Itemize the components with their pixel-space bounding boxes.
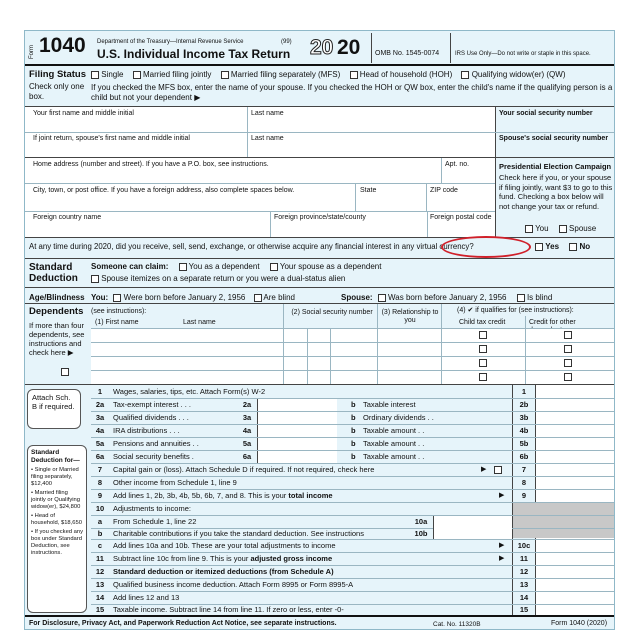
- checkbox-married-separately[interactable]: [221, 71, 229, 79]
- form-number: 1040: [39, 34, 86, 57]
- line-5a-input[interactable]: [257, 438, 337, 450]
- line-7-arrow-icon: ▶: [481, 466, 487, 473]
- dependents-col-last: Last name: [183, 319, 216, 326]
- line-12-box: 12: [519, 567, 529, 576]
- dependents-side-note: If more than four dependents, see instructions and check here ▶: [29, 321, 85, 357]
- checkbox-dep1-child[interactable]: [479, 331, 487, 339]
- virtual-currency-answers: Yes No: [535, 242, 590, 252]
- line-7-text: Capital gain or (loss). Attach Schedule D if required. If not required, check here: [113, 465, 375, 474]
- checkbox-spouse-born-before[interactable]: [378, 294, 386, 302]
- line-3a-number: 3a: [95, 413, 105, 422]
- line-10b-box: 10b: [414, 529, 428, 538]
- line-5a-box: 5a: [242, 439, 252, 448]
- someone-can-claim: Someone can claim: You as a dependent Your spouse as a dependent: [91, 262, 382, 271]
- checkbox-married-jointly[interactable]: [133, 71, 141, 79]
- checkbox-line-7[interactable]: [494, 466, 502, 474]
- foreign-province-label: Foreign province/state/county: [274, 214, 366, 221]
- line-2b-letter: b: [351, 400, 356, 409]
- line-15-text: Taxable income. Subtract line 14 from line 11. If zero or less, enter -0-: [113, 605, 344, 614]
- line-4b-text: Taxable amount . .: [363, 426, 425, 435]
- line-8-number: 8: [97, 478, 103, 487]
- line-14-text: Add lines 12 and 13: [113, 593, 180, 602]
- line-3b-letter: b: [351, 413, 356, 422]
- line-7-number: 7: [97, 465, 103, 474]
- home-address-label: Home address (number and street). If you have a P.O. box, see instructions.: [33, 161, 269, 168]
- line-4a-text: IRA distributions . . .: [113, 426, 180, 435]
- line-9-arrow-icon: ▶: [499, 492, 505, 499]
- line-10a-input[interactable]: [433, 516, 512, 528]
- line-2a-text: Tax-exempt interest . . .: [113, 400, 191, 409]
- line-5b-text: Taxable amount . .: [363, 439, 425, 448]
- checkbox-spouse-blind[interactable]: [517, 294, 525, 302]
- line-2a-number: 2a: [95, 400, 105, 409]
- line-10-text: Adjustments to income:: [113, 504, 191, 513]
- line-10b-letter: b: [97, 529, 103, 538]
- dependents-see: (see instructions):: [91, 308, 147, 315]
- line-13-box: 13: [519, 580, 529, 589]
- line-11-arrow-icon: ▶: [499, 555, 505, 562]
- line-10c-box: 10c: [517, 541, 531, 550]
- line-6a-text: Social security benefits .: [113, 452, 194, 461]
- election-text: Check here if you, or your spouse if filing jointly, want $3 to go to this fund. Checking a box below will not change your tax or refund.: [499, 173, 613, 211]
- filing-status-title: Filing Status: [29, 69, 86, 80]
- line-4a-number: 4a: [95, 426, 105, 435]
- line-15-box: 15: [519, 605, 529, 614]
- amount-column[interactable]: [536, 385, 615, 615]
- checkbox-dep2-other[interactable]: [564, 345, 572, 353]
- line-3a-text: Qualified dividends . . .: [113, 413, 189, 422]
- checkbox-vc-no[interactable]: [569, 243, 577, 251]
- dependents-col-relationship: (3) Relationship to you: [381, 309, 439, 324]
- line-14-box: 14: [519, 593, 529, 602]
- line-14-number: 14: [95, 593, 105, 602]
- checkbox-you-blind[interactable]: [254, 294, 262, 302]
- checkbox-spouse-dependent[interactable]: [270, 263, 278, 271]
- dependents-col-first: (1) First name: [95, 319, 139, 326]
- line-4b-box: 4b: [519, 426, 529, 435]
- line-6b-text: Taxable amount . .: [363, 452, 425, 461]
- age-blindness-spouse: Spouse: Was born before January 2, 1956 Is blind: [341, 293, 553, 302]
- dependents-col-qualifies: (4) ✔ if qualifies for (see instructions):: [457, 307, 574, 314]
- dependents-col-ssn: (2) Social security number: [291, 309, 373, 316]
- line-5b-box: 5b: [519, 439, 529, 448]
- zip-label: ZIP code: [430, 187, 458, 194]
- election-title: Presidential Election Campaign: [499, 162, 612, 171]
- filing-status-instruction: If you checked the MFS box, enter the name of your spouse. If you checked the HOH or QW box, enter the child's name if the qualifying person is a child but not your dependent ▶: [91, 83, 613, 102]
- checkbox-dep4-child[interactable]: [479, 373, 487, 381]
- line-7-box: 7: [521, 465, 527, 474]
- line-5a-text: Pensions and annuities . .: [113, 439, 199, 448]
- checkbox-dep3-other[interactable]: [564, 359, 572, 367]
- dependents-col-other-credit: Credit for other: [529, 319, 576, 326]
- filing-status-subtitle: Check only one box.: [29, 82, 85, 101]
- dependents-col-child-credit: Child tax credit: [459, 319, 506, 326]
- year-outline: 20: [310, 36, 334, 59]
- line-11-number: 11: [96, 554, 104, 563]
- form-title: U.S. Individual Income Tax Return: [97, 47, 291, 61]
- first-name-label: Your first name and middle initial: [33, 110, 134, 117]
- checkbox-dep4-other[interactable]: [564, 373, 572, 381]
- line-10b-input[interactable]: [433, 528, 512, 539]
- agency-code: (99): [281, 39, 292, 45]
- line-1-box: 1: [521, 387, 527, 396]
- checkbox-spouse-itemizes[interactable]: [91, 275, 99, 283]
- year-bold: 20: [337, 36, 361, 59]
- spouse-first-name-label: If joint return, spouse's first name and middle initial: [33, 135, 190, 142]
- checkbox-more-dependents[interactable]: [61, 368, 69, 376]
- line-1-text: Wages, salaries, tips, etc. Attach Form(s) W-2: [113, 387, 266, 396]
- agency: Department of the Treasury—Internal Revenue Service: [97, 39, 244, 45]
- line-4b-letter: b: [351, 426, 356, 435]
- state-label: State: [360, 187, 377, 194]
- line-2a-input[interactable]: [257, 399, 337, 411]
- line-2b-text: Taxable interest: [363, 400, 416, 409]
- line-10c-letter: c: [97, 541, 103, 550]
- checkbox-vc-yes[interactable]: [535, 243, 543, 251]
- apt-label: Apt. no.: [445, 161, 470, 168]
- attach-schedule-b-note: Attach Sch. B if required.: [27, 389, 81, 429]
- line-8-text: Other income from Schedule 1, line 9: [113, 478, 237, 487]
- line-10c-text: Add lines 10a and 10b. These are your total adjustments to income: [113, 541, 336, 550]
- election-boxes: You Spouse: [525, 224, 596, 234]
- line-10c-arrow-icon: ▶: [499, 542, 505, 549]
- line-6a-input[interactable]: [257, 451, 337, 463]
- spouse-ssn-label: Spouse's social security number: [499, 135, 609, 142]
- checkbox-head-of-household[interactable]: [350, 71, 358, 79]
- line-10a-text: From Schedule 1, line 22: [113, 517, 197, 526]
- foreign-country-label: Foreign country name: [33, 214, 102, 221]
- checkbox-election-spouse[interactable]: [559, 225, 567, 233]
- spouse-last-name-label: Last name: [251, 135, 284, 142]
- checkbox-single[interactable]: [91, 71, 99, 79]
- age-blindness-title: Age/Blindness: [29, 293, 85, 302]
- line-1-number: 1: [97, 387, 103, 396]
- virtual-currency-highlight: [441, 236, 531, 258]
- line-6b-letter: b: [351, 452, 356, 461]
- line-5a-number: 5a: [95, 439, 105, 448]
- line-10-number: 10: [95, 504, 105, 513]
- line-12-text: Standard deduction or itemized deductions (from Schedule A): [113, 567, 334, 576]
- line-6a-number: 6a: [95, 452, 105, 461]
- foreign-postal-label: Foreign postal code: [430, 214, 492, 221]
- line-4a-box: 4a: [242, 426, 252, 435]
- checkbox-qualifying-widow[interactable]: [461, 71, 469, 79]
- last-name-label: Last name: [251, 110, 284, 117]
- filing-status-options: Single Married filing jointly Married filing separately (MFS) Head of household (HOH) Qualifying widow(er) (QW): [91, 70, 566, 80]
- line-3a-input[interactable]: [257, 412, 337, 424]
- line-3b-box: 3b: [519, 413, 529, 422]
- line-3b-text: Ordinary dividends . .: [363, 413, 434, 422]
- line-9-text: Add lines 1, 2b, 3b, 4b, 5b, 6b, 7, and 8. This is your total income: [113, 491, 333, 500]
- line-15-number: 15: [95, 605, 105, 614]
- line-2a-box: 2a: [242, 400, 252, 409]
- line-13-number: 13: [95, 580, 105, 589]
- checkbox-election-you[interactable]: [525, 225, 533, 233]
- irs-use-only: IRS Use Only—Do not write or staple in this space.: [455, 51, 591, 57]
- line-4a-input[interactable]: [257, 425, 337, 437]
- line-2b-box: 2b: [519, 400, 529, 409]
- line-8-box: 8: [521, 478, 527, 487]
- form-1040: [24, 30, 615, 630]
- dependents-title: Dependents: [29, 306, 84, 317]
- omb-number: OMB No. 1545-0074: [375, 50, 440, 57]
- spouse-itemizes-row: Spouse itemizes on a separate return or you were a dual-status alien: [91, 274, 345, 284]
- form-label: Form: [29, 45, 35, 59]
- checkbox-dep3-child[interactable]: [479, 359, 487, 367]
- checkbox-you-born-before[interactable]: [113, 294, 121, 302]
- standard-deduction-box: Standard Deduction for— • Single or Married filing separately, $12,400 • Married filing jointly or Qualifying widow(er), $24,800 • Head of household, $18,650 • If you checked any box under Standard Deduction, see instructions.: [27, 445, 87, 613]
- footer-form-id: Form 1040 (2020): [551, 620, 608, 627]
- shaded-area: [513, 502, 615, 538]
- footer-notice: For Disclosure, Privacy Act, and Paperwork Reduction Act Notice, see separate instructions.: [29, 620, 337, 627]
- line-5b-letter: b: [351, 439, 356, 448]
- line-10a-letter: a: [97, 517, 103, 526]
- city-label: City, town, or post office. If you have a foreign address, also complete spaces below.: [33, 187, 295, 194]
- line-6a-box: 6a: [242, 452, 252, 461]
- virtual-currency-question: At any time during 2020, did you receive, sell, send, exchange, or otherwise acquire any financial interest in any virtual currency?: [29, 242, 474, 251]
- checkbox-you-dependent[interactable]: [179, 263, 187, 271]
- line-11-text: Subtract line 10c from line 9. This is your adjusted gross income: [113, 554, 333, 563]
- ssn-label: Your social security number: [499, 110, 593, 117]
- line-10b-text: Charitable contributions if you take the standard deduction. See instructions: [113, 529, 364, 538]
- line-9-number: 9: [97, 491, 103, 500]
- footer-cat-number: Cat. No. 11320B: [433, 621, 481, 628]
- line-9-box: 9: [521, 491, 527, 500]
- line-3a-box: 3a: [242, 413, 252, 422]
- line-10a-box: 10a: [414, 517, 428, 526]
- line-6b-box: 6b: [519, 452, 529, 461]
- line-12-number: 12: [95, 567, 105, 576]
- checkbox-dep1-other[interactable]: [564, 331, 572, 339]
- line-13-text: Qualified business income deduction. Attach Form 8995 or Form 8995-A: [113, 580, 354, 589]
- line-11-box: 11: [520, 554, 528, 563]
- checkbox-dep2-child[interactable]: [479, 345, 487, 353]
- age-blindness-you: You: Were born before January 2, 1956 Are blind: [91, 293, 295, 302]
- standard-deduction-title: Standard Deduction: [29, 262, 78, 284]
